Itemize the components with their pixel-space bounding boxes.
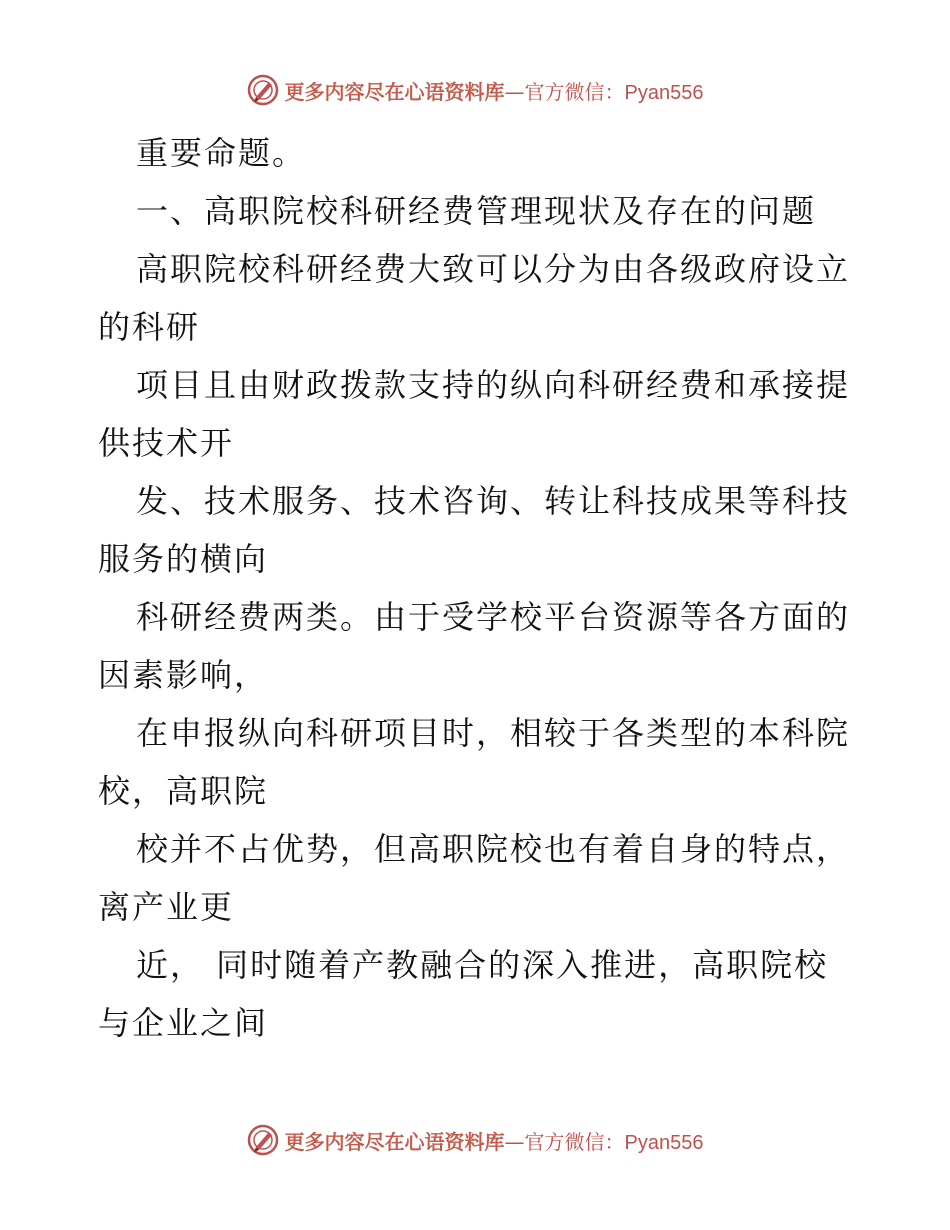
text-line: 科研经费两类。由于受学校平台资源等各方面的 <box>136 598 851 636</box>
text-line: 离产业更 <box>98 888 235 926</box>
watermark-contact: 官方微信：Pyan556 <box>524 1131 704 1154</box>
header-watermark <box>0 70 950 110</box>
text-line: 校并不占优势，但高职院校也有着自身的特点， <box>136 830 851 868</box>
text-line: 校，高职院 <box>98 772 269 810</box>
text-line: 因素影响， <box>98 656 269 694</box>
watermark-brand: 更多内容尽在心语资料库 <box>284 79 505 104</box>
text-line: 重要命题。 <box>136 134 307 172</box>
text-line: 高职院校科研经费大致可以分为由各级政府设立 <box>136 250 851 288</box>
footer-watermark <box>0 1120 950 1160</box>
watermark-separator: — <box>504 79 525 104</box>
text-line: 项目且由财政拨款支持的纵向科研经费和承接提 <box>136 366 851 404</box>
document-body <box>98 124 858 1052</box>
text-line: 在申报纵向科研项目时，相较于各类型的本科院 <box>136 714 851 752</box>
pen-logo-icon <box>247 74 279 106</box>
text-line: 供技术开 <box>98 424 235 462</box>
pen-logo-icon <box>247 1124 279 1156</box>
text-line: 服务的横向 <box>98 540 269 578</box>
text-line: 与企业之间 <box>98 1004 269 1042</box>
text-line: 的科研 <box>98 308 201 346</box>
text-line: 发、技术服务、技术咨询、转让科技成果等科技 <box>136 482 851 520</box>
watermark-text <box>285 76 704 105</box>
watermark-brand: 更多内容尽在心语资料库 <box>284 1129 505 1154</box>
section-heading: 一、高职院校科研经费管理现状及存在的问题 <box>136 192 817 230</box>
watermark-text <box>285 1126 704 1155</box>
text-line: 近， 同时随着产教融合的深入推进，高职院校 <box>136 946 829 984</box>
watermark-separator: — <box>504 1129 525 1154</box>
watermark-contact: 官方微信：Pyan556 <box>524 81 704 104</box>
